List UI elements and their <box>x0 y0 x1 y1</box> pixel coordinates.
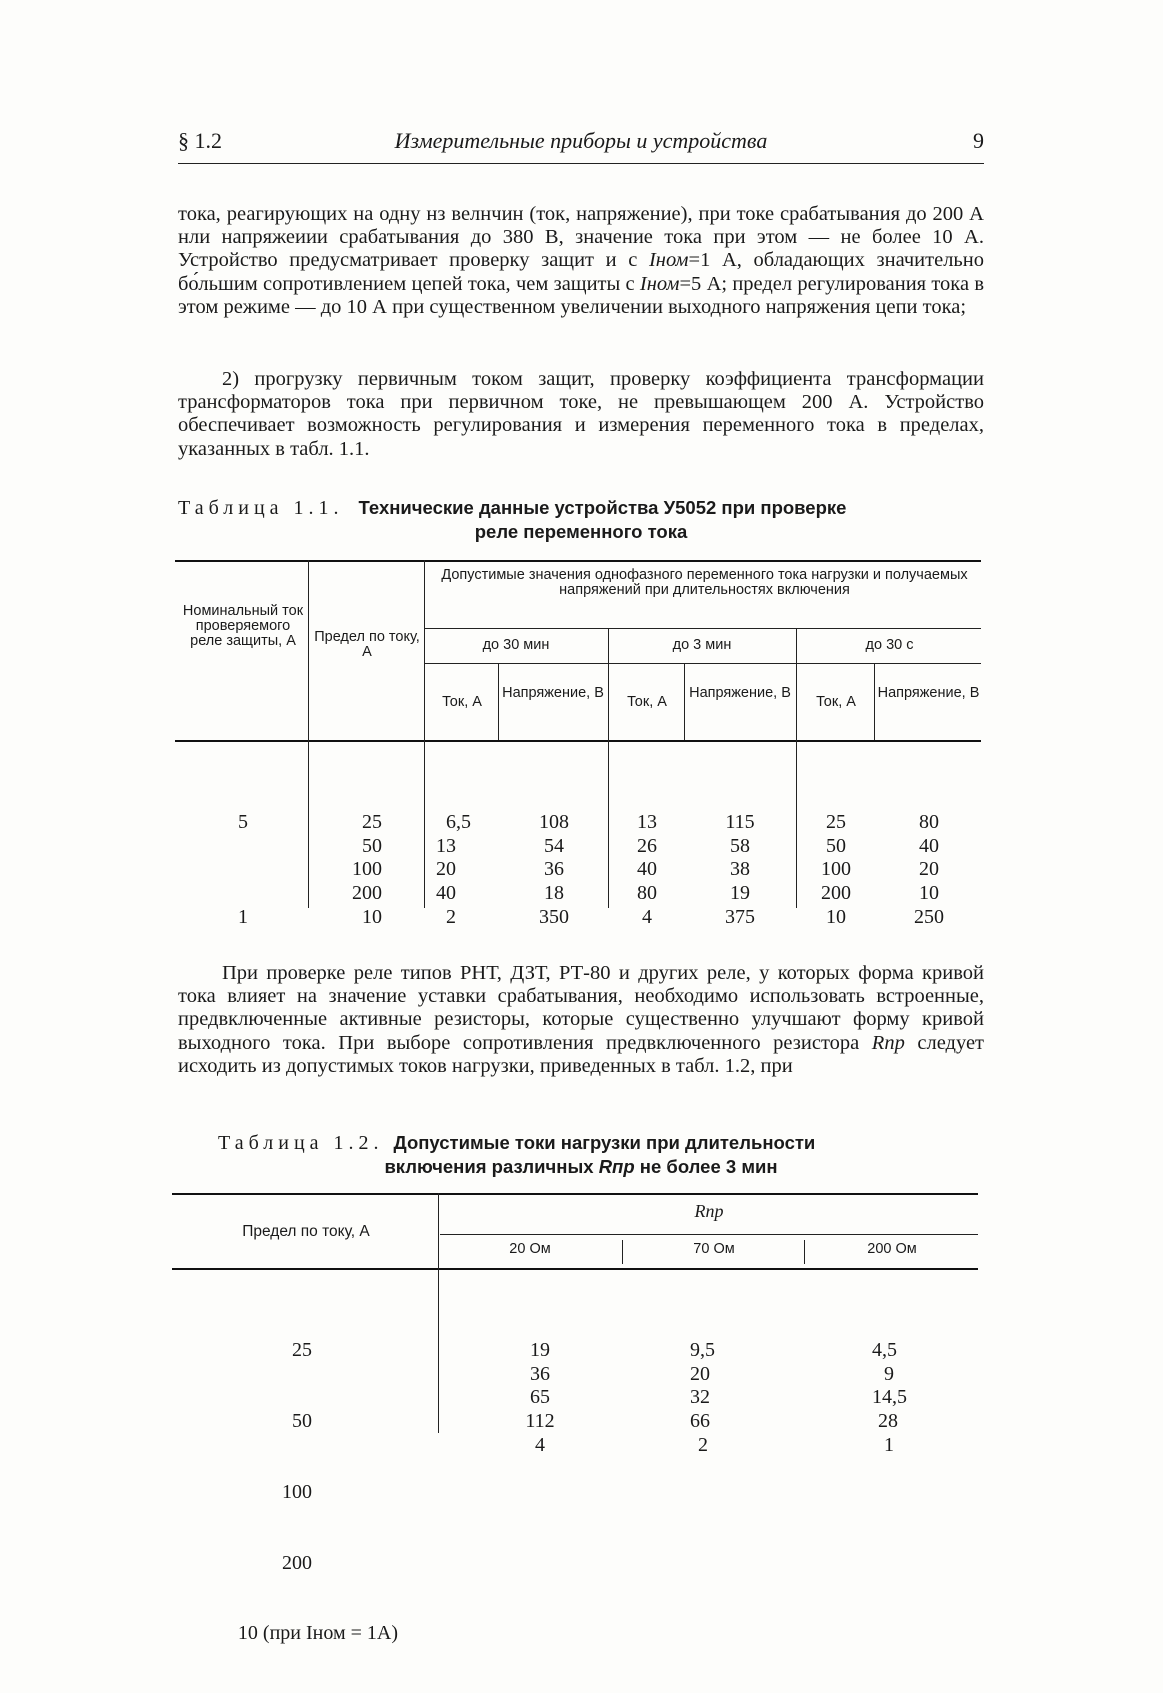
table-cell: 50 <box>362 834 382 857</box>
table-cell: 9 <box>884 1362 894 1385</box>
table1-header-rule <box>175 740 981 742</box>
table-cell: 200 <box>282 1551 312 1574</box>
table1-duration-3min: до 3 мин <box>672 637 732 653</box>
table1-top-rule <box>175 560 981 562</box>
table-cell: 5 <box>238 811 248 834</box>
table-cell: 65 <box>530 1386 550 1409</box>
table-cell: 50 <box>292 1409 312 1432</box>
table-cell: 66 <box>690 1409 710 1432</box>
table2-top-rule <box>172 1193 978 1195</box>
table2-caption: Таблица 1.2. Допустимые токи нагрузки при длительности включения различных Rпр не более 3 мин <box>218 1132 816 1177</box>
table-cell: 25 <box>362 811 382 834</box>
table1-caption-line2: реле переменного тока <box>474 521 688 542</box>
section-number: § 1.2 <box>178 128 222 153</box>
table1-duration-30s: до 30 с <box>865 637 914 653</box>
table-cell: 58 <box>730 834 750 857</box>
paragraph-3: При проверке реле типов РНТ, ДЗТ, РТ-80 и других реле, у которых форма кривой тока влияет на значение уставки срабатывания, необходимо использовать встроенные, предвключенные активные резисторы, которые существенно улучшают форму кривой выходного тока. При выборе сопротивления предвключенного резистора Rпр следует исходить из допустимых токов нагрузки, приведенных в табл. 1.2, при <box>178 962 984 1077</box>
header-title: Измерительные приборы и устройства <box>394 128 768 153</box>
rpr-symbol: Rпр <box>871 1031 905 1054</box>
table1-duration-30min: до 30 мин <box>482 637 550 653</box>
table-cell: 50 <box>826 834 846 857</box>
table2-header-rule <box>172 1268 978 1270</box>
table-cell: 32 <box>690 1386 710 1409</box>
table-cell: 350 <box>539 905 569 928</box>
table1-sub-voltage: Напряжение, В <box>877 685 980 701</box>
table-cell: 4 <box>642 905 652 928</box>
table-cell: 38 <box>730 858 750 881</box>
table-cell: 80 <box>637 881 657 904</box>
table-cell: 80 <box>919 811 939 834</box>
table-cell: 26 <box>637 834 657 857</box>
table-cell: 40 <box>919 834 939 857</box>
table-cell: 200 <box>352 881 382 904</box>
table-cell <box>200 835 286 859</box>
paragraph-2: 2) прогрузку первичным током защит, проверку коэффициента трансформации трансформаторов тока при первичном токе, не превышающем 200 А. Устройство обеспечивает возможность регулирования и измерения переменного тока в пределах, указанных в табл. 1.1. <box>178 368 984 460</box>
table-cell: 20 <box>436 858 456 881</box>
table1-nominal-column <box>200 764 286 976</box>
table-cell: 36 <box>530 1362 550 1385</box>
header-rule <box>178 163 984 164</box>
table-cell: 1 <box>238 905 248 928</box>
table2-limit-column <box>176 1292 412 1693</box>
table-cell: 4,5 <box>872 1339 897 1362</box>
table2-col-limit: Предел по току, А <box>242 1223 370 1240</box>
table-cell <box>200 858 286 882</box>
page-number: 9 <box>973 128 984 153</box>
table1-caption-line1: Технические данные устройства У5052 при проверке <box>358 497 847 518</box>
table-cell: 100 <box>352 858 382 881</box>
table-cell: 4 <box>535 1433 545 1456</box>
table1-sub-voltage: Напряжение, В <box>502 685 604 701</box>
table2-col-group: Rпр <box>694 1201 724 1221</box>
table-cell: 10 (при Iном = 1А) <box>237 1622 398 1645</box>
table2-res-200: 200 Ом <box>867 1241 917 1257</box>
table-cell: 28 <box>878 1409 898 1432</box>
inom-symbol: Iном <box>639 272 680 295</box>
table1-col-limit: Предел по току, А <box>314 629 420 660</box>
table-cell: 14,5 <box>872 1386 907 1409</box>
table-cell: 10 <box>826 905 846 928</box>
table-cell: 36 <box>544 858 564 881</box>
table-cell: 19 <box>730 881 750 904</box>
table1-current-3min-column <box>614 764 680 976</box>
table-cell: 115 <box>725 811 755 834</box>
running-header <box>178 128 984 162</box>
table1-current-30min-column <box>436 764 496 976</box>
table-cell: 25 <box>826 811 846 834</box>
table-cell: 108 <box>539 811 569 834</box>
table-cell: 25 <box>292 1339 312 1362</box>
table-cell: 10 <box>919 881 939 904</box>
table1-limit-column <box>312 764 382 976</box>
table-cell: 40 <box>637 858 657 881</box>
table1-sub-current: Ток, А <box>442 694 482 710</box>
table2-r200-column <box>872 1292 952 1504</box>
table2-r20-column <box>500 1292 580 1504</box>
table-cell: 100 <box>282 1480 312 1503</box>
table-cell: 375 <box>725 905 755 928</box>
inom-symbol: Iном <box>648 249 689 272</box>
table1-voltage-30s-column <box>880 764 978 976</box>
table1-caption <box>178 496 984 544</box>
table-cell: 2 <box>446 905 456 928</box>
table-cell: 20 <box>919 858 939 881</box>
table-cell: 6,5 <box>446 811 471 834</box>
paragraph-1: тока, реагирующих на одну нз велнчин (ток, напряжение), при токе срабатывания до 200 А нли напряжеиии срабатывания до 380 В, значение тока при этом — не более 10 А. Устройство предусматривает проверку защит и с Iном=1 А, обладающих значительно бо́льшим сопротивлением цепей тока, чем защиты с Iном=5 А; предел регулирования тока в этом режиме — до 10 А при существенном увеличении выходного напряжения цепи тока; <box>178 203 984 318</box>
table1-label: Таблица 1.1. <box>178 497 344 519</box>
table1-current-30s-column <box>802 764 870 976</box>
table-cell: 40 <box>436 881 456 904</box>
table-cell: 100 <box>821 858 851 881</box>
table1-col-group: Допустимые значения однофазного переменного тока нагрузки и получаемых напряжений при длительностях включения <box>441 567 968 598</box>
table-cell: 13 <box>637 811 657 834</box>
table1-voltage-30min-column <box>506 764 602 976</box>
table-cell: 2 <box>698 1433 708 1456</box>
table-cell: 18 <box>544 881 564 904</box>
table1-col-nominal: Номинальный ток проверяемого реле защиты, А <box>182 603 304 649</box>
table2-label: Таблица 1.2. <box>218 1132 384 1154</box>
table-cell: 19 <box>530 1339 550 1362</box>
table-cell: 112 <box>525 1409 555 1432</box>
table-cell: 13 <box>436 834 456 857</box>
table2-res-20: 20 Ом <box>509 1241 551 1257</box>
table2-res-70: 70 Ом <box>693 1241 735 1257</box>
table-cell: 250 <box>914 905 944 928</box>
table1-sub-current: Ток, А <box>816 694 856 710</box>
table1-sub-current: Ток, А <box>627 694 667 710</box>
table-cell: 1 <box>884 1433 894 1456</box>
table2-r70-column <box>690 1292 770 1504</box>
table-cell: 54 <box>544 834 564 857</box>
table-cell: 9,5 <box>690 1339 715 1362</box>
table-cell <box>200 882 286 906</box>
table1-sub-voltage: Напряжение, В <box>689 685 791 701</box>
rpr-symbol: Rпр <box>598 1156 635 1177</box>
table2-caption-line1: Допустимые токи нагрузки при длительности <box>393 1132 816 1153</box>
table-cell: 20 <box>690 1362 710 1385</box>
table-cell: 10 <box>362 905 382 928</box>
table-cell: 200 <box>821 881 851 904</box>
table1-voltage-3min-column <box>690 764 790 976</box>
